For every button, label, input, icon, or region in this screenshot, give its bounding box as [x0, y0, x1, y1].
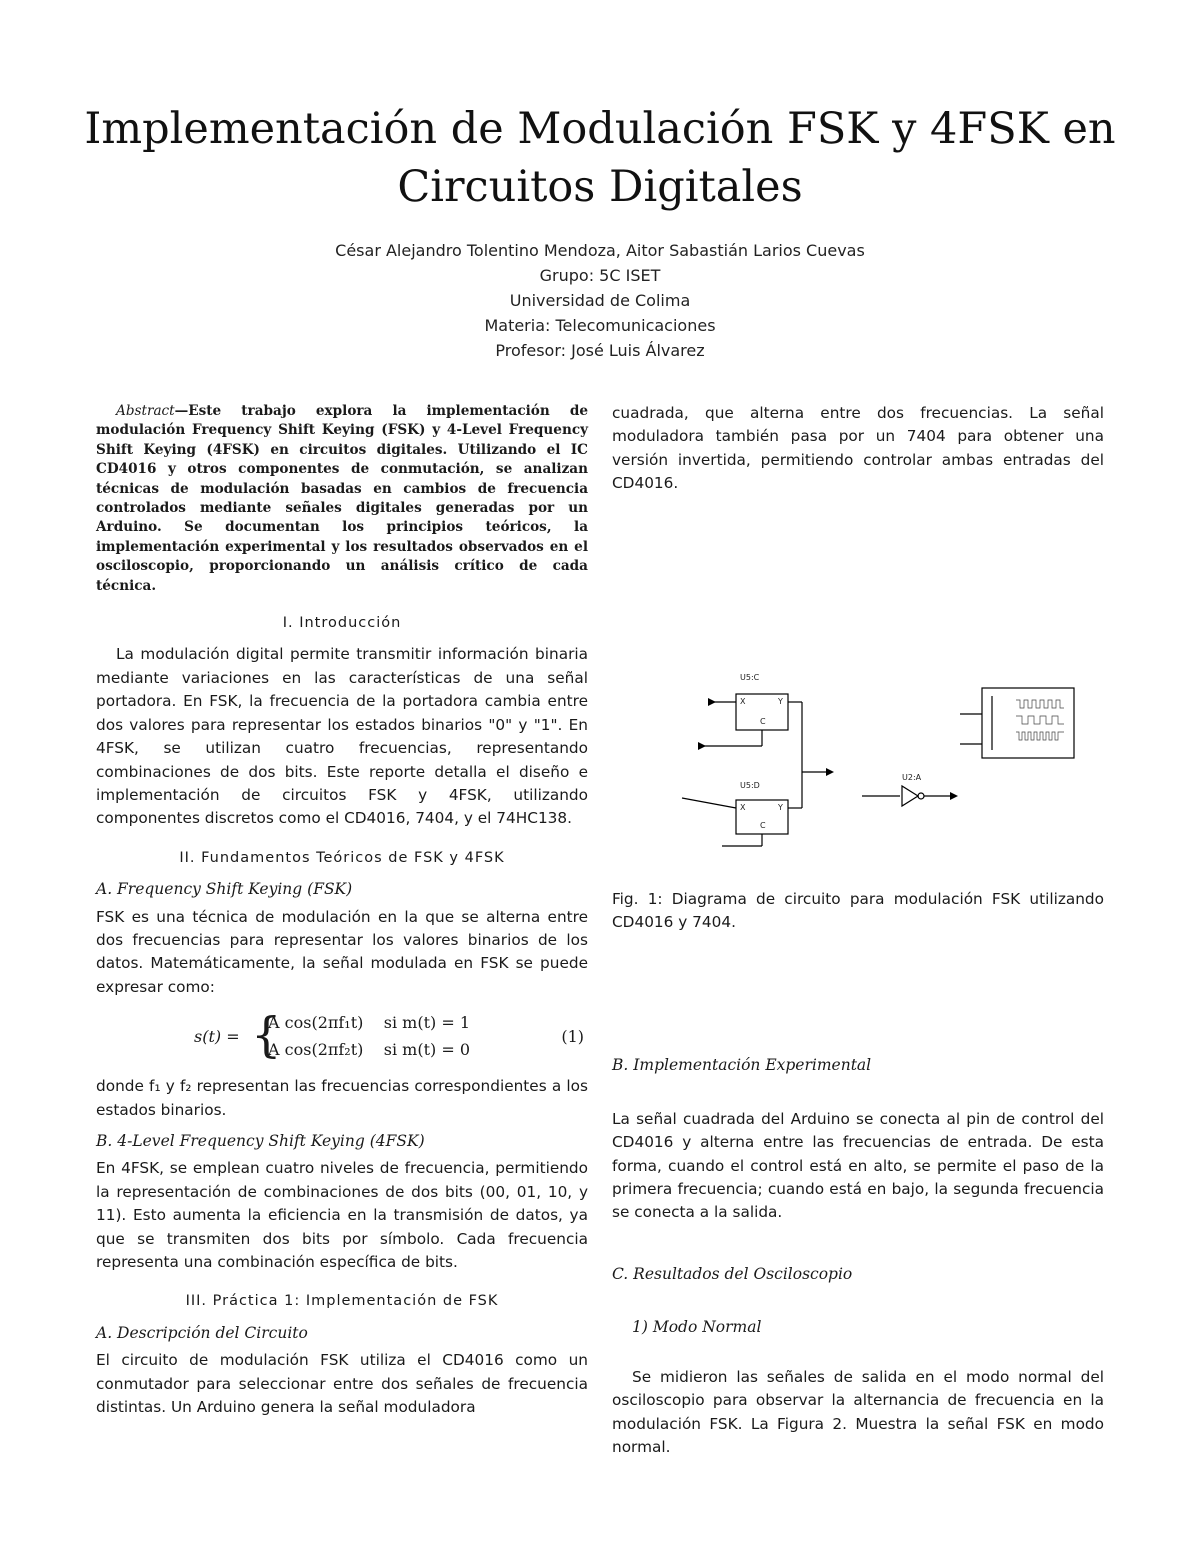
inverter-u2a	[902, 786, 918, 806]
abstract-text: —Este trabajo explora la implementación de modulación Frequency Shift Keying (FSK) y 4-Level Frequency Shift Keying (4FSK) en circuitos digitales. Utilizando el IC CD4016 y otros componentes de conmutación, se analizan técnicas de modulación basadas en cambios de frecuencia controlados mediante señales digitales generadas por un Arduino. Se documentan los principios teóricos, la implementación experimental y los resultados observados en el osciloscopio, proporcionando un análisis crítico de cada técnica.	[96, 403, 588, 594]
label-c1: C	[760, 716, 766, 726]
left-column	[96, 402, 588, 1419]
label-x1: X	[740, 696, 746, 706]
author-professor: Profesor: José Luis Álvarez	[495, 341, 705, 360]
section-heading-practice-1: III. Práctica 1: Implementación de FSK	[185, 1293, 499, 1310]
fsk4-paragraph: En 4FSK, se emplean cuatro niveles de frecuencia, permitiendo la representación de combinaciones de dos bits (00, 01, 10, y 11). Esto aumenta la eficiencia en la transmisión de datos, ya que se transmiten dos bits por símbolo. Cada frecuencia representa una combinación específica de bits.	[96, 1159, 588, 1271]
label-u2a: U2:A	[902, 772, 922, 782]
abstract	[96, 402, 588, 596]
author-subject: Materia: Telecomunicaciones	[484, 316, 716, 335]
author-university: Universidad de Colima	[509, 291, 691, 310]
circuit-description-continued: cuadrada, que alterna entre dos frecuencias. La señal moduladora también pasa por un 7404 para obtener una versión invertida, permitiendo controlar ambas entradas del CD4016.	[612, 404, 1104, 493]
label-x2: X	[740, 802, 746, 812]
equation-1	[96, 1007, 588, 1067]
intro-paragraph: La modulación digital permite transmitir información binaria mediante variaciones en las características de una señal portadora. En FSK, la frecuencia de la portadora cambia entre dos valores para representar los estados binarios "0" y "1". En 4FSK, se utilizan cuatro frecuencias, representando combinaciones de dos bits. Este reporte detalla el diseño e implementación de circuitos FSK y 4FSK, utilizando componentes discretos como el CD4016, 7404, y el 74HC138.	[96, 645, 588, 828]
subsection-4fsk: B. 4-Level Frequency Shift Keying (4FSK)	[96, 1131, 425, 1150]
right-column	[612, 402, 1104, 1459]
figure-1-circuit-diagram	[612, 666, 1104, 866]
label-u5c: U5:C	[740, 672, 760, 682]
author-names: César Alejandro Tolentino Mendoza, Aitor Sabastián Larios Cuevas	[335, 241, 865, 260]
equation-brace: {	[251, 1007, 282, 1064]
abstract-label: Abstract	[116, 403, 175, 419]
section-heading-intro: I. Introducción	[282, 615, 402, 632]
equation-case-2: A cos(2πf₂t) si m(t) = 0	[268, 1040, 470, 1060]
title-line-1: Implementación de Modulación FSK y 4FSK en	[84, 104, 1116, 154]
implementation-paragraph: La señal cuadrada del Arduino se conecta al pin de control del CD4016 y alterna entre las frecuencias de entrada. De esta forma, cuando el control está en alto, se permite el paso de la primera frecuencia; cuando está en bajo, la segunda frecuencia se conecta a la salida.	[612, 1109, 1104, 1222]
subsection-circuit-description: A. Descripción del Circuito	[96, 1323, 308, 1342]
equation-lhs: s(t) =	[194, 1027, 240, 1047]
fsk-paragraph: FSK es una técnica de modulación en la que se alterna entre dos frecuencias para representar los valores binarios de los datos. Matemáticamente, la señal modulada en FSK se puede expresar como:	[96, 907, 588, 996]
paper-title	[0, 100, 1200, 216]
subsection-oscilloscope: C. Resultados del Osciloscopio	[612, 1264, 853, 1283]
normal-mode-paragraph: Se midieron las señales de salida en el modo normal del osciloscopio para observar la alternancia de frecuencia en la modulación FSK. La Figura 2. Muestra la señal FSK en modo normal.	[612, 1367, 1104, 1456]
title-line-2: Circuitos Digitales	[397, 162, 803, 212]
label-y2: Y	[778, 802, 783, 812]
figure-1-caption: Fig. 1: Diagrama de circuito para modulación FSK utilizando CD4016 y 7404.	[612, 889, 1104, 932]
label-c2: C	[760, 820, 766, 830]
subsubsection-normal-mode: 1) Modo Normal	[632, 1318, 762, 1337]
label-y1: Y	[778, 696, 783, 706]
author-group: Grupo: 5C ISET	[539, 266, 661, 285]
label-u5d: U5:D	[740, 780, 760, 790]
subsection-fsk: A. Frequency Shift Keying (FSK)	[96, 880, 353, 899]
author-block	[0, 238, 1200, 363]
equation-case-1: A cos(2πf₁t) si m(t) = 1	[268, 1013, 470, 1033]
section-heading-theory: II. Fundamentos Teóricos de FSK y 4FSK	[179, 849, 505, 866]
circuit-description-paragraph: El circuito de modulación FSK utiliza el CD4016 como un conmutador para seleccionar entre dos señales de frecuencia distintas. Un Arduino genera la señal moduladora	[96, 1351, 588, 1417]
after-equation-paragraph: donde f₁ y f₂ representan las frecuencias correspondientes a los estados binarios.	[96, 1077, 588, 1119]
equation-cases	[268, 1009, 470, 1063]
equation-number: (1)	[561, 1027, 584, 1047]
subsection-implementation: B. Implementación Experimental	[612, 1056, 872, 1075]
circuit-schematic	[612, 666, 1104, 866]
